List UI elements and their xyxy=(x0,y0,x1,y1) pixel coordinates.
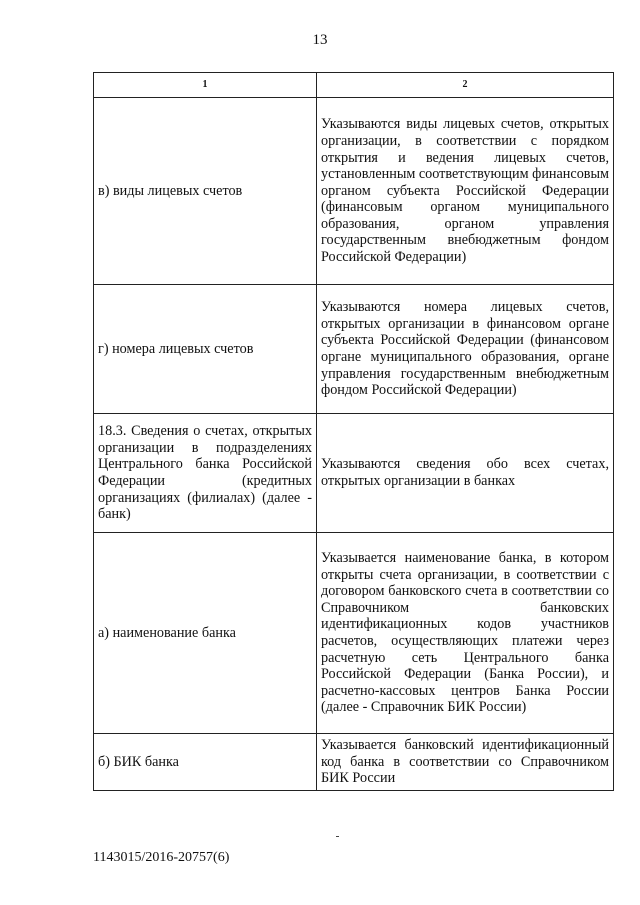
page-number: 13 xyxy=(312,32,328,48)
scan-mark xyxy=(336,836,339,837)
column-header-1: 1 xyxy=(94,73,317,98)
row-field-name: б) БИК банка xyxy=(94,734,317,791)
requirements-table xyxy=(93,72,614,791)
table-row xyxy=(94,414,614,533)
table-row xyxy=(94,98,614,285)
row-field-description: Указываются номера лицевых счетов, открытых организации в финансовом органе субъекта Российской Федерации (финансовом органе муниципального образования, органе управления государственным внебюджетным фондом Российской Федерации) xyxy=(317,285,614,414)
table-header-row xyxy=(94,73,614,98)
document-footer-code: 1143015/2016-20757(6) xyxy=(93,850,230,865)
row-field-description: Указывается банковский идентификационный код банка в соответствии со Справочником БИК России xyxy=(317,734,614,791)
table-row xyxy=(94,285,614,414)
row-field-name: г) номера лицевых счетов xyxy=(94,285,317,414)
row-field-description: Указываются сведения обо всех счетах, открытых организации в банках xyxy=(317,414,614,533)
row-field-name: а) наименование банка xyxy=(94,533,317,734)
row-field-description: Указываются виды лицевых счетов, открытых организации, в соответствии с порядком открытия и ведения лицевых счетов, установленным соответствующим финансовым органом субъекта Российской Федерации (финансовым органом муниципального образования, органом управления государственным внебюджетным фондом Российской Федерации) xyxy=(317,98,614,285)
row-field-description: Указывается наименование банка, в котором открыты счета организации, в соответствии с договором банковского счета в соответствии со Справочником банковских идентификационных кодов участников расчетов, осуществляющих платежи через расчетную сеть Центрального банка Российской Федерации (Банка России), и расчетно-кассовых центров Банка России (далее - Справочник БИК России) xyxy=(317,533,614,734)
table-row xyxy=(94,533,614,734)
row-field-name: в) виды лицевых счетов xyxy=(94,98,317,285)
table-row xyxy=(94,734,614,791)
column-header-2: 2 xyxy=(317,73,614,98)
row-field-name: 18.3. Сведения о счетах, открытых организации в подразделениях Центрального банка Российской Федерации (кредитных организациях (филиалах) (далее - банк) xyxy=(94,414,317,533)
